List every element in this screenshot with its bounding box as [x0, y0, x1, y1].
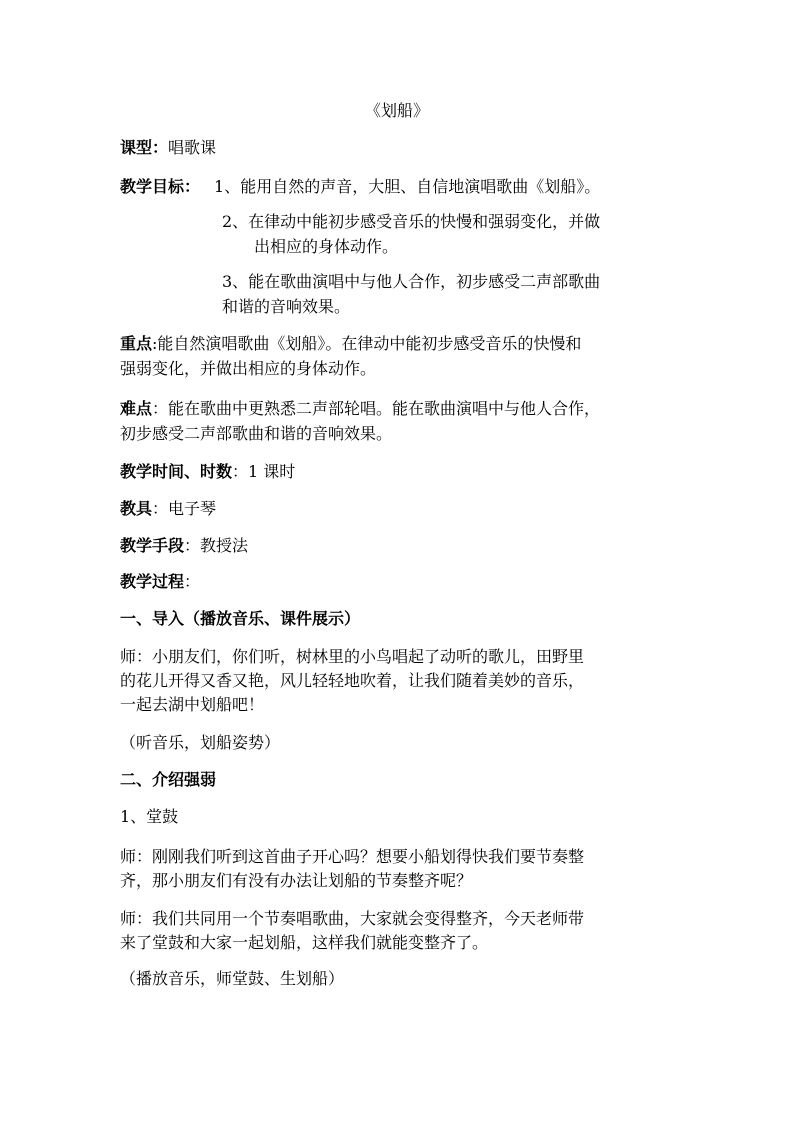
- difficulties-line-2: 初步感受二声部歌曲和谐的音响效果。: [120, 424, 393, 443]
- section-1-paragraph-1-line-2: 的花儿开得又香又艳，风儿轻轻地吹着，让我们随着美妙的音乐，: [120, 671, 585, 690]
- time-label: 教学时间、时数: [120, 462, 233, 481]
- difficulties-text-1: ：能在歌曲中更熟悉二声部轮唱。能在歌曲演唱中与他人合作，: [152, 399, 601, 418]
- difficulties-line-1: [120, 399, 600, 419]
- course-type-value: 唱歌课: [168, 138, 217, 157]
- document-title: 《划船》: [364, 101, 429, 120]
- section-1-heading: 一、导入（播放音乐、课件展示）: [120, 609, 361, 628]
- section-1-paragraph-1-line-1: 师：小朋友们，你们听，树林里的小鸟唱起了动听的歌儿，田野里: [120, 647, 585, 666]
- section-1-paragraph-1-line-3: 一起去湖中划船吧！: [120, 695, 265, 714]
- objectives-row: [120, 177, 600, 197]
- difficulties-label: 难点: [120, 399, 153, 418]
- means-label: 教学手段: [120, 536, 185, 555]
- objective-item-1: 1、能用自然的声音，大胆、自信地演唱歌曲《划船》。: [214, 177, 601, 196]
- section-2-paragraph-3: （播放音乐，师堂鼓、生划船）: [120, 969, 345, 988]
- objective-item-2-line-1: 2、在律动中能初步感受音乐的快慢和强弱变化，并做: [222, 212, 601, 231]
- section-2-paragraph-2-line-2: 来了堂鼓和大家一起划船，这样我们就能变整齐了。: [120, 933, 489, 952]
- process-label: 教学过程: [120, 572, 185, 591]
- means-row: [120, 536, 248, 556]
- time-row: [120, 462, 295, 482]
- section-1-paragraph-2: （听音乐，划船姿势）: [120, 733, 281, 752]
- objective-item-3-line-2: 和谐的音响效果。: [222, 297, 351, 316]
- key-points-line-2: 强弱变化，并做出相应的身体动作。: [120, 359, 377, 378]
- section-2-subheading-1: 1、堂鼓: [120, 807, 179, 826]
- section-2-paragraph-1-line-1: 师：刚刚我们听到这首曲子开心吗？想要小船划得快我们要节奏整: [120, 847, 585, 866]
- objective-item-3-line-1: 3、能在歌曲演唱中与他人合作，初步感受二声部歌曲: [222, 272, 601, 291]
- section-2-heading: 二、介绍强弱: [120, 770, 217, 789]
- objective-item-2-line-2: 出相应的身体动作。: [254, 237, 399, 256]
- tools-label: 教具: [120, 499, 153, 518]
- section-2-paragraph-1-line-2: 齐，那小朋友们有没有办法让划船的节奏整齐呢？: [120, 871, 473, 890]
- key-points-line-1: [120, 334, 581, 354]
- process-value: ：: [184, 572, 201, 591]
- tools-value: ：电子琴: [152, 499, 217, 518]
- objectives-label: 教学目标：: [120, 177, 201, 196]
- process-row: [120, 572, 200, 592]
- key-points-text-1: :能自然演唱歌曲《划船》。在律动中能初步感受音乐的快慢和: [152, 334, 582, 353]
- course-type-label: 课型：: [120, 138, 169, 157]
- section-2-paragraph-2-line-1: 师：我们共同用一个节奏唱歌曲，大家就会变得整齐，今天老师带: [120, 909, 585, 928]
- tools-row: [120, 499, 216, 519]
- key-points-label: 重点: [120, 334, 153, 353]
- course-type-row: [120, 138, 216, 158]
- means-value: ：教授法: [184, 536, 249, 555]
- time-value: ：1 课时: [232, 462, 296, 481]
